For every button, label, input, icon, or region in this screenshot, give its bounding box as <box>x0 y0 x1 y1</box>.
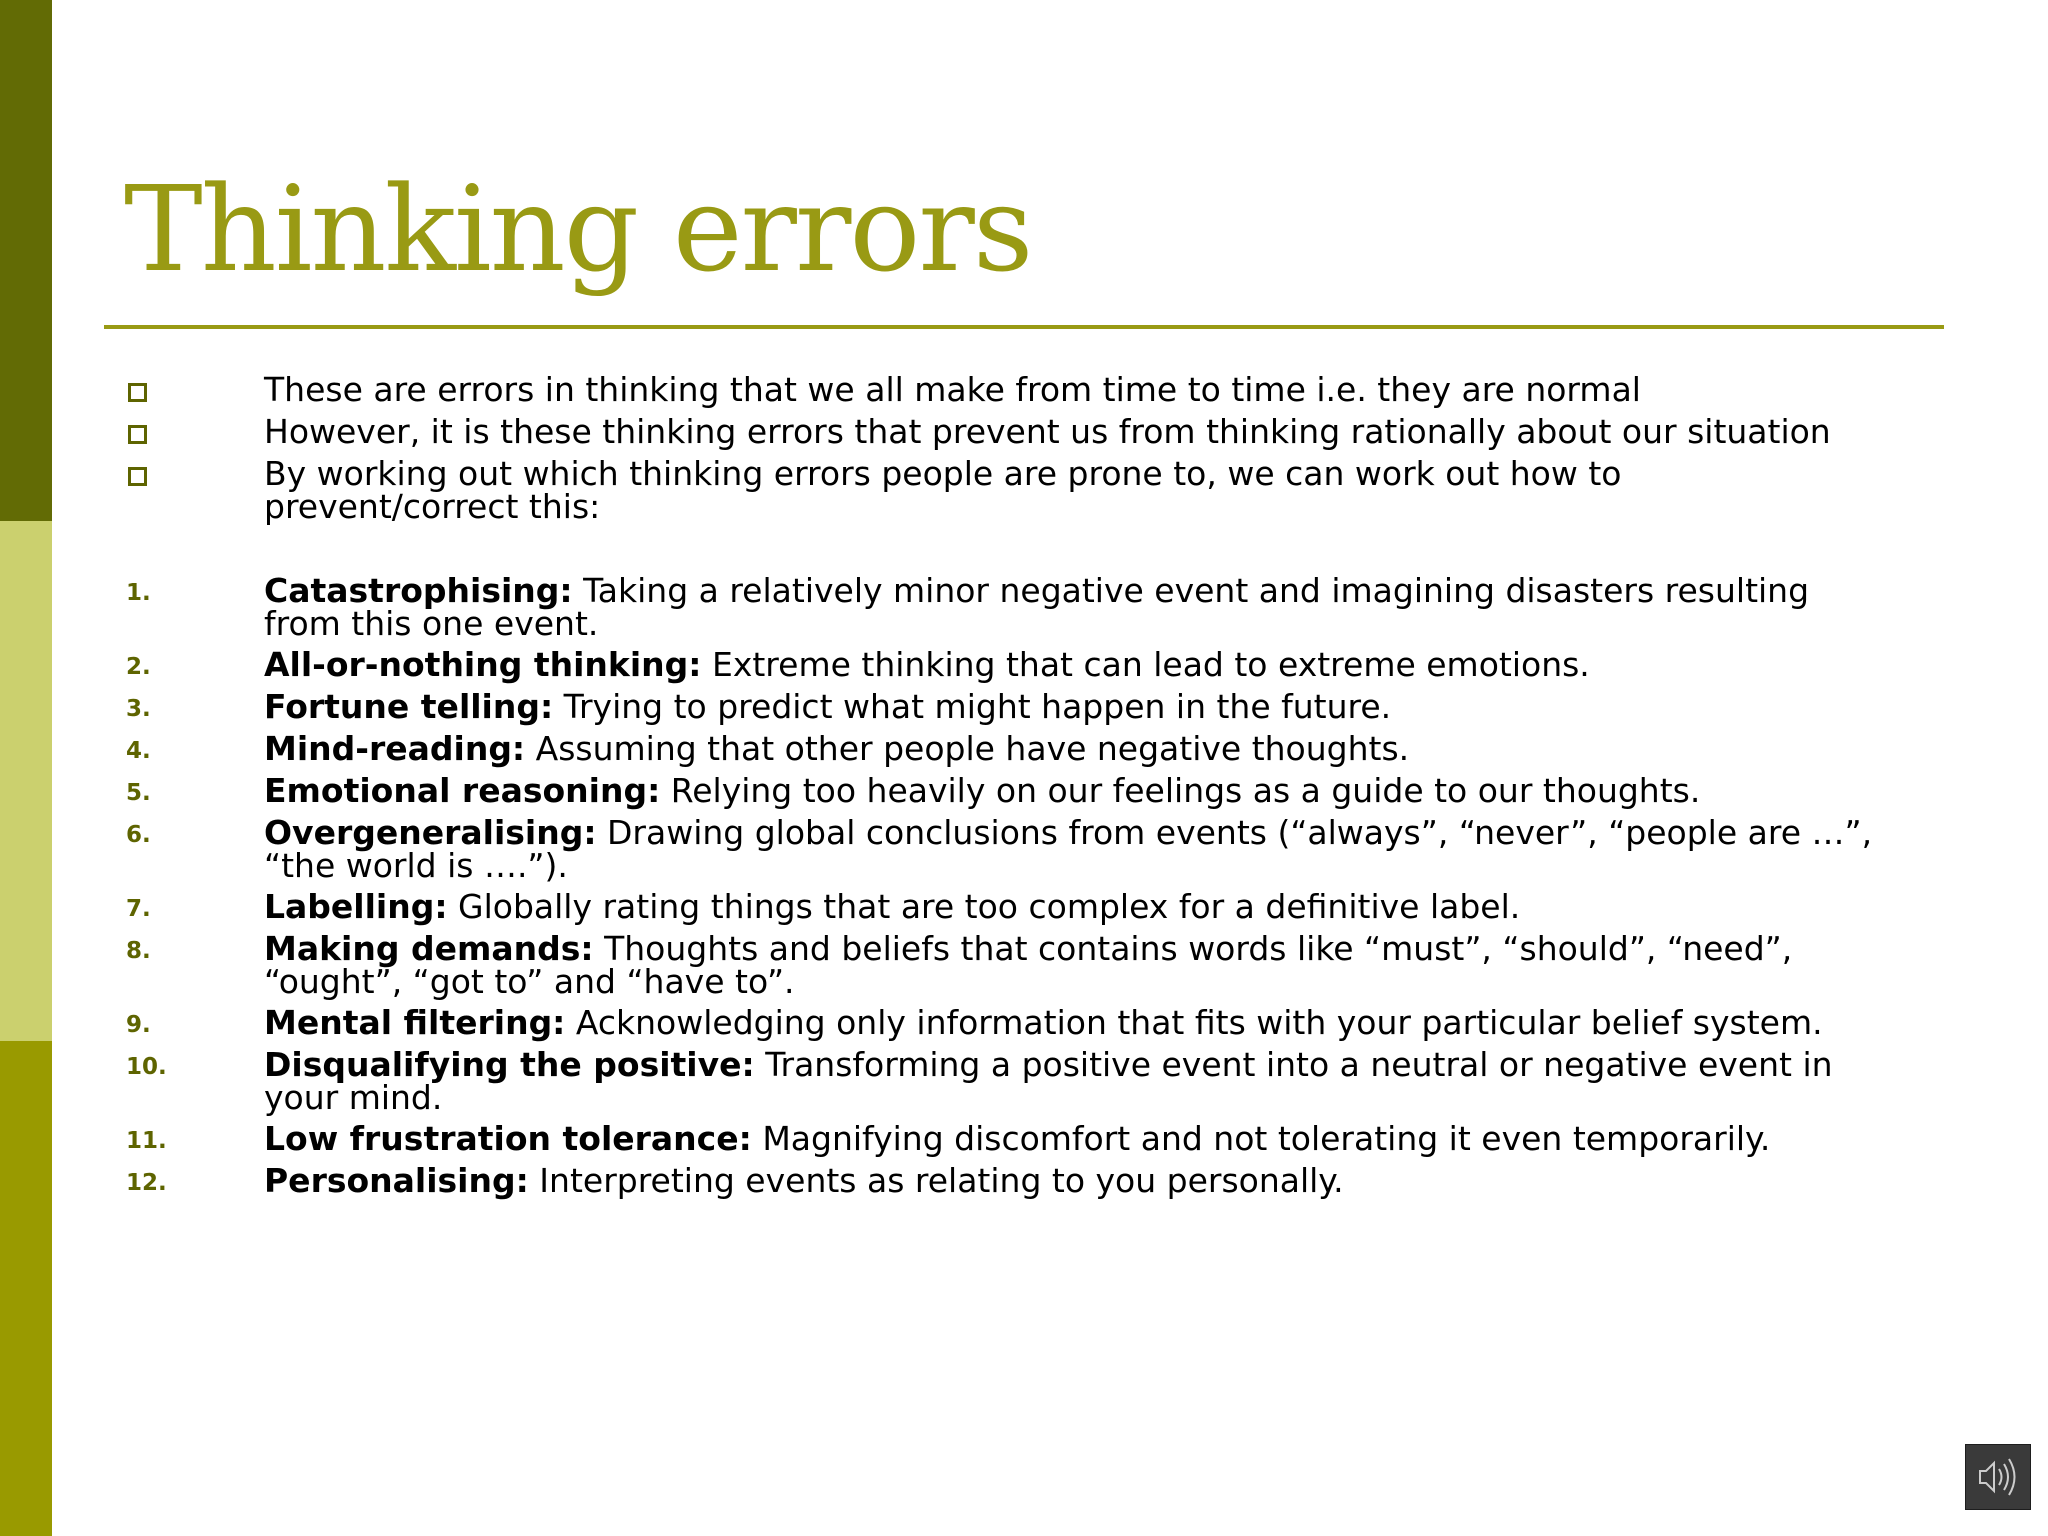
sidebar-accent-bottom <box>0 1041 52 1536</box>
item-description-continued: “the world is ….”). <box>264 846 568 885</box>
list-number: 2. <box>126 654 151 680</box>
list-number: 11. <box>126 1128 167 1154</box>
item-term: Low frustration tolerance: <box>264 1119 752 1158</box>
square-bullet-icon <box>128 467 147 486</box>
bullet-text: These are errors in thinking that we all make from time to time i.e. they are normal <box>264 370 1641 409</box>
item-description-continued: “ought”, “got to” and “have to”. <box>264 962 795 1001</box>
item-description: Globally rating things that are too complex for a definitive label. <box>447 887 1521 926</box>
list-number: 7. <box>126 896 151 922</box>
item-description-continued: your mind. <box>264 1078 443 1117</box>
item-description: Magnifying discomfort and not tolerating it even temporarily. <box>751 1119 1771 1158</box>
slide-title: Thinking errors <box>124 160 1032 298</box>
item-term: Making demands: <box>264 929 594 968</box>
bullet-text-line: prevent/correct this: <box>264 487 601 526</box>
speaker-icon <box>1966 1445 2030 1509</box>
item-term: Overgeneralising: <box>264 813 597 852</box>
list-number: 8. <box>126 938 151 964</box>
bullet-text: However, it is these thinking errors that prevent us from thinking rationally about our situation <box>264 412 1831 451</box>
list-number: 12. <box>126 1170 167 1196</box>
item-description: Trying to predict what might happen in the future. <box>553 687 1392 726</box>
list-number: 3. <box>126 696 151 722</box>
item-description: Interpreting events as relating to you personally. <box>528 1161 1344 1200</box>
list-number: 6. <box>126 822 151 848</box>
item-description-continued: from this one event. <box>264 604 599 643</box>
item-description: Drawing global conclusions from events (“always”, “never”, “people are …”, <box>596 813 1873 852</box>
item-term: Mind-reading: <box>264 729 526 768</box>
item-description: Thoughts and beliefs that contains words like “must”, “should”, “need”, <box>593 929 1793 968</box>
list-number: 1. <box>126 580 151 606</box>
item-term: Emotional reasoning: <box>264 771 661 810</box>
item-term: Catastrophising: <box>264 571 573 610</box>
item-description: Relying too heavily on our feelings as a guide to our thoughts. <box>660 771 1701 810</box>
square-bullet-icon <box>128 425 147 444</box>
item-term: Labelling: <box>264 887 448 926</box>
sidebar-accent-middle <box>0 521 52 1041</box>
item-description: Taking a relatively minor negative event and imagining disasters resulting <box>572 571 1810 610</box>
list-number: 4. <box>126 738 151 764</box>
sidebar-accent-top <box>0 0 52 521</box>
list-number: 9. <box>126 1012 151 1038</box>
item-term: All-or-nothing thinking: <box>264 645 702 684</box>
list-number: 5. <box>126 780 151 806</box>
item-term: Personalising: <box>264 1161 529 1200</box>
item-description: Transforming a positive event into a neutral or negative event in <box>754 1045 1833 1084</box>
item-term: Mental filtering: <box>264 1003 566 1042</box>
item-description: Extreme thinking that can lead to extreme emotions. <box>701 645 1590 684</box>
item-description: Acknowledging only information that fits with your particular belief system. <box>565 1003 1823 1042</box>
title-underline <box>104 325 1944 329</box>
item-term: Fortune telling: <box>264 687 554 726</box>
square-bullet-icon <box>128 383 147 402</box>
bullet-text-line: By working out which thinking errors people are prone to, we can work out how to <box>264 454 1622 493</box>
item-description: Assuming that other people have negative thoughts. <box>525 729 1410 768</box>
sound-button[interactable] <box>1965 1444 2031 1510</box>
list-number: 10. <box>126 1054 167 1080</box>
item-term: Disqualifying the positive: <box>264 1045 755 1084</box>
